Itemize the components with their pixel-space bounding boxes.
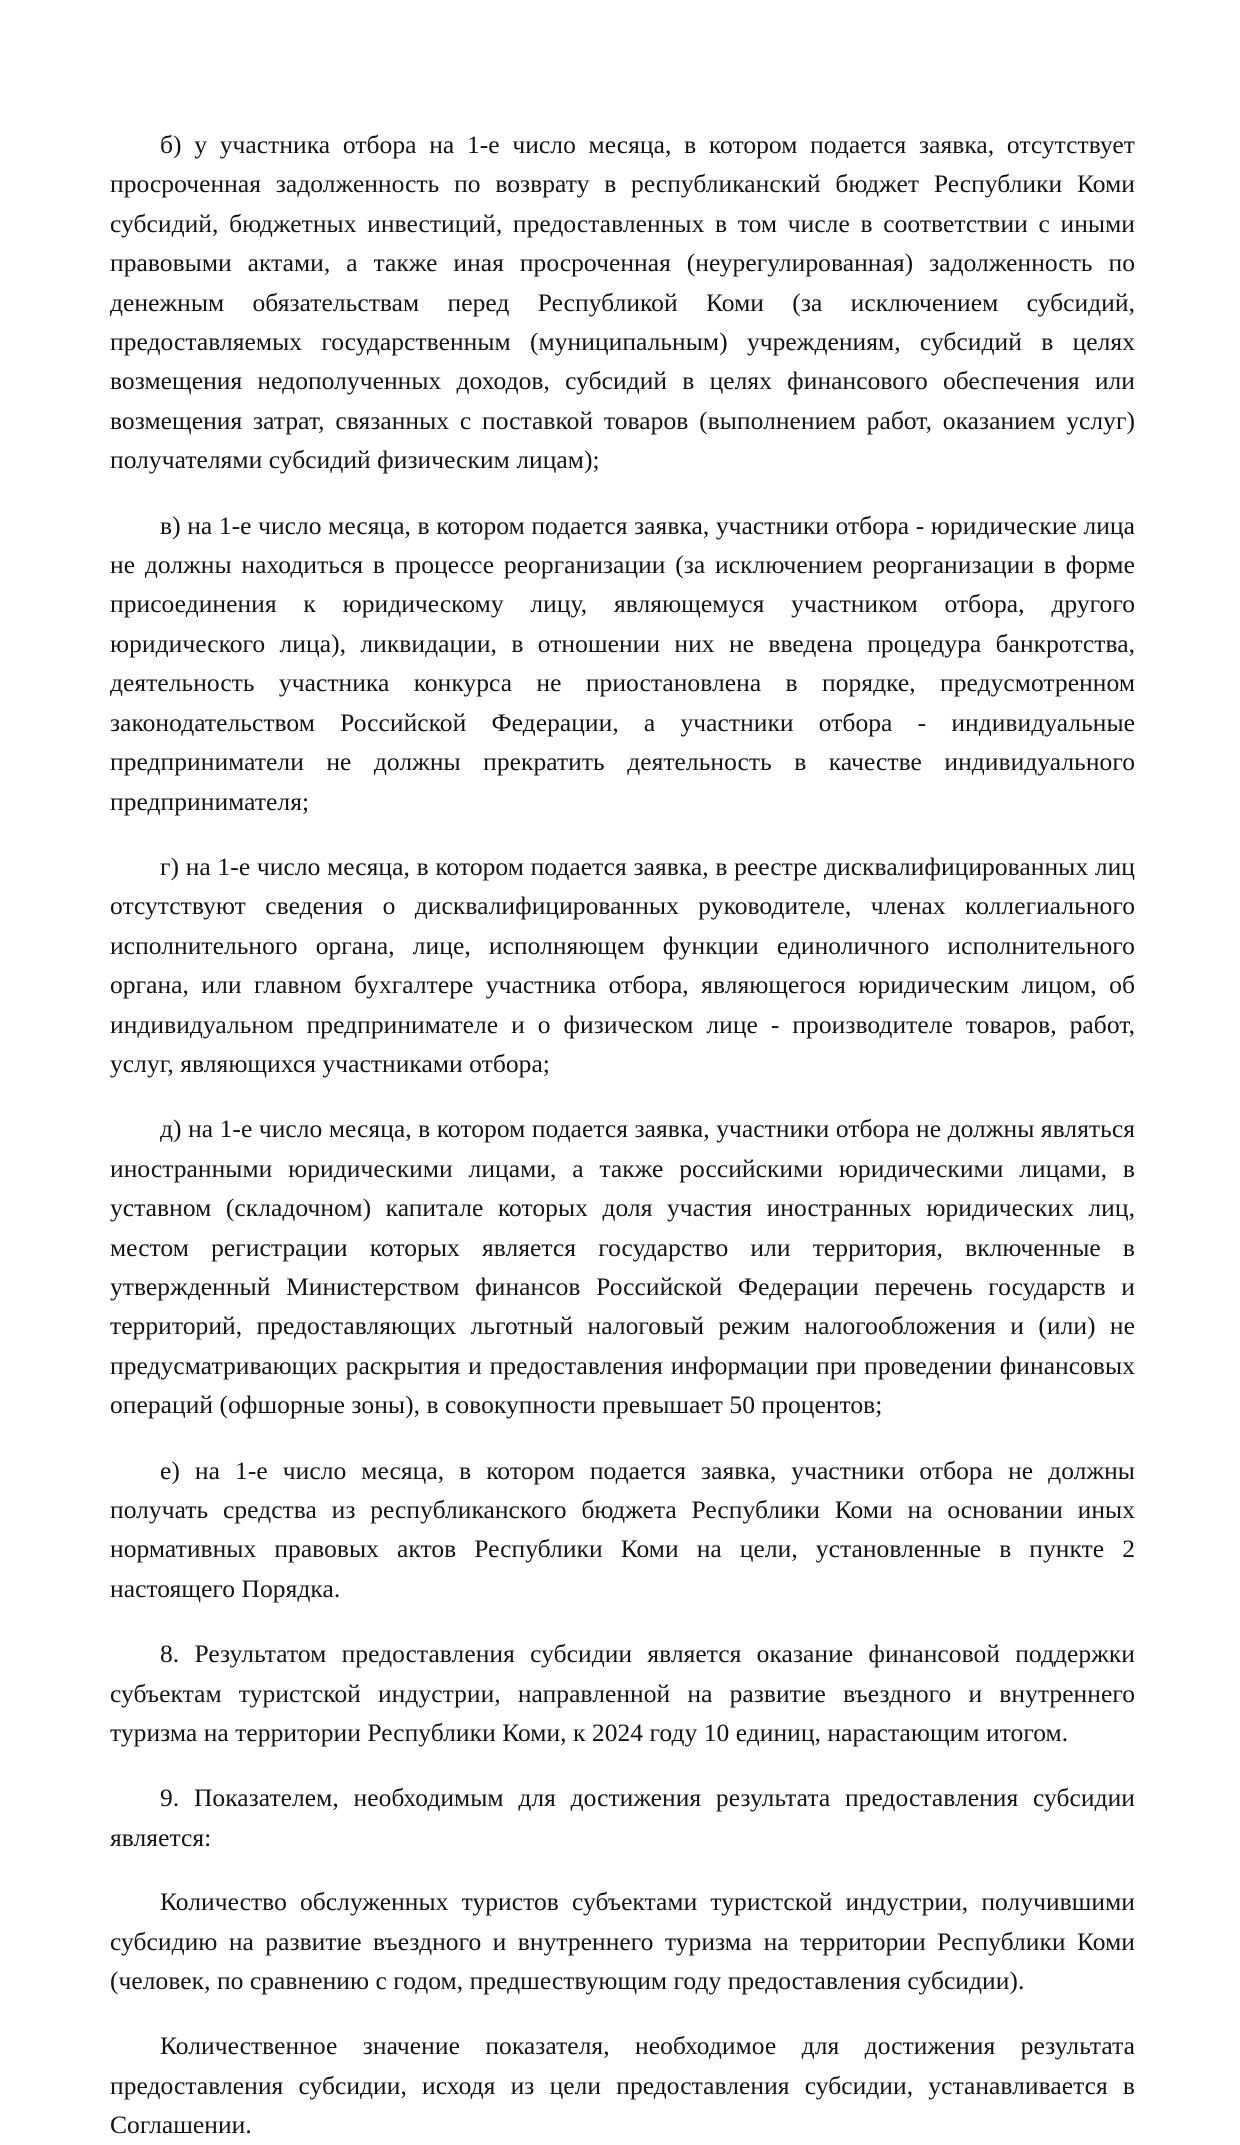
- paragraph-clause-v: в) на 1-е число месяца, в котором подается заявка, участники отбора - юридические лица не должны находиться в процессе реорганизации (за исключением реорганизации в форме присоединения к юридическому лицу, являющемуся участником отбора, другого юридического лица), ликвидации, в отношении них не введена процедура банкротства, деятельность участника конкурса не приостановлена в порядке, предусмотренном законодательством Российской Федерации, а участники отбора - индивидуальные предприниматели не должны прекратить деятельность в качестве индивидуального предпринимателя;: [110, 510, 1135, 816]
- paragraph-item-9: 9. Показателем, необходимым для достижения результата предоставления субсидии является:: [110, 1783, 1135, 1852]
- paragraph-clause-e: е) на 1-е число месяца, в котором подается заявка, участники отбора не должны получать средства из республиканского бюджета Республики Коми на основании иных нормативных правовых актов Республики Коми на цели, установленные в пункте 2 настоящего Порядка.: [110, 1455, 1135, 1603]
- paragraph-item-9-value: Количественное значение показателя, необходимое для достижения результата предоставления субсидии, исходя из цели предоставления субсидии, устанавливается в Соглашении.: [110, 2031, 1135, 2140]
- paragraph-item-9-indicator: Количество обслуженных туристов субъектами туристской индустрии, получившими субсидию на развитие въездного и внутреннего туризма на территории Республики Коми (человек, по сравнению с годом, предшествующим году предоставления субсидии).: [110, 1887, 1135, 1996]
- paragraph-clause-b: б) у участника отбора на 1-е число месяца, в котором подается заявка, отсутствует просроченная задолженность по возврату в республиканский бюджет Республики Коми субсидий, бюджетных инвестиций, предоставленных в том числе в соответствии с иными правовыми актами, а также иная просроченная (неурегулированная) задолженность по денежным обязательствам перед Республикой Коми (за исключением субсидий, предоставляемых государственным (муниципальным) учреждениям, субсидий в целях возмещения недополученных доходов, субсидий в целях финансового обеспечения или возмещения затрат, связанных с поставкой товаров (выполнением работ, оказанием услуг) получателями субсидий физическим лицам);: [110, 130, 1135, 475]
- paragraph-item-8: 8. Результатом предоставления субсидии является оказание финансовой поддержки субъектам туристской индустрии, направленной на развитие въездного и внутреннего туризма на территории Республики Коми, к 2024 году 10 единиц, нарастающим итогом.: [110, 1639, 1135, 1748]
- paragraph-clause-g: г) на 1-е число месяца, в котором подается заявка, в реестре дисквалифицированных лиц отсутствуют сведения о дисквалифицированных руководителе, членах коллегиального исполнительного органа, лице, исполняющем функции единоличного исполнительного органа, или главном бухгалтере участника отбора, являющегося юридическим лицом, об индивидуальном предпринимателе и о физическом лице - производителе товаров, работ, услуг, являющихся участниками отбора;: [110, 851, 1135, 1078]
- paragraph-clause-d: д) на 1-е число месяца, в котором подается заявка, участники отбора не должны являться иностранными юридическими лицами, а также российскими юридическими лицами, в уставном (складочном) капитале которых доля участия иностранных юридических лиц, местом регистрации которых является государство или территория, включенные в утвержденный Министерством финансов Российской Федерации перечень государств и территорий, предоставляющих льготный налоговый режим налогообложения и (или) не предусматривающих раскрытия и предоставления информации при проведении финансовых операций (офшорные зоны), в совокупности превышает 50 процентов;: [110, 1114, 1135, 1420]
- document-body: [110, 125, 1135, 2145]
